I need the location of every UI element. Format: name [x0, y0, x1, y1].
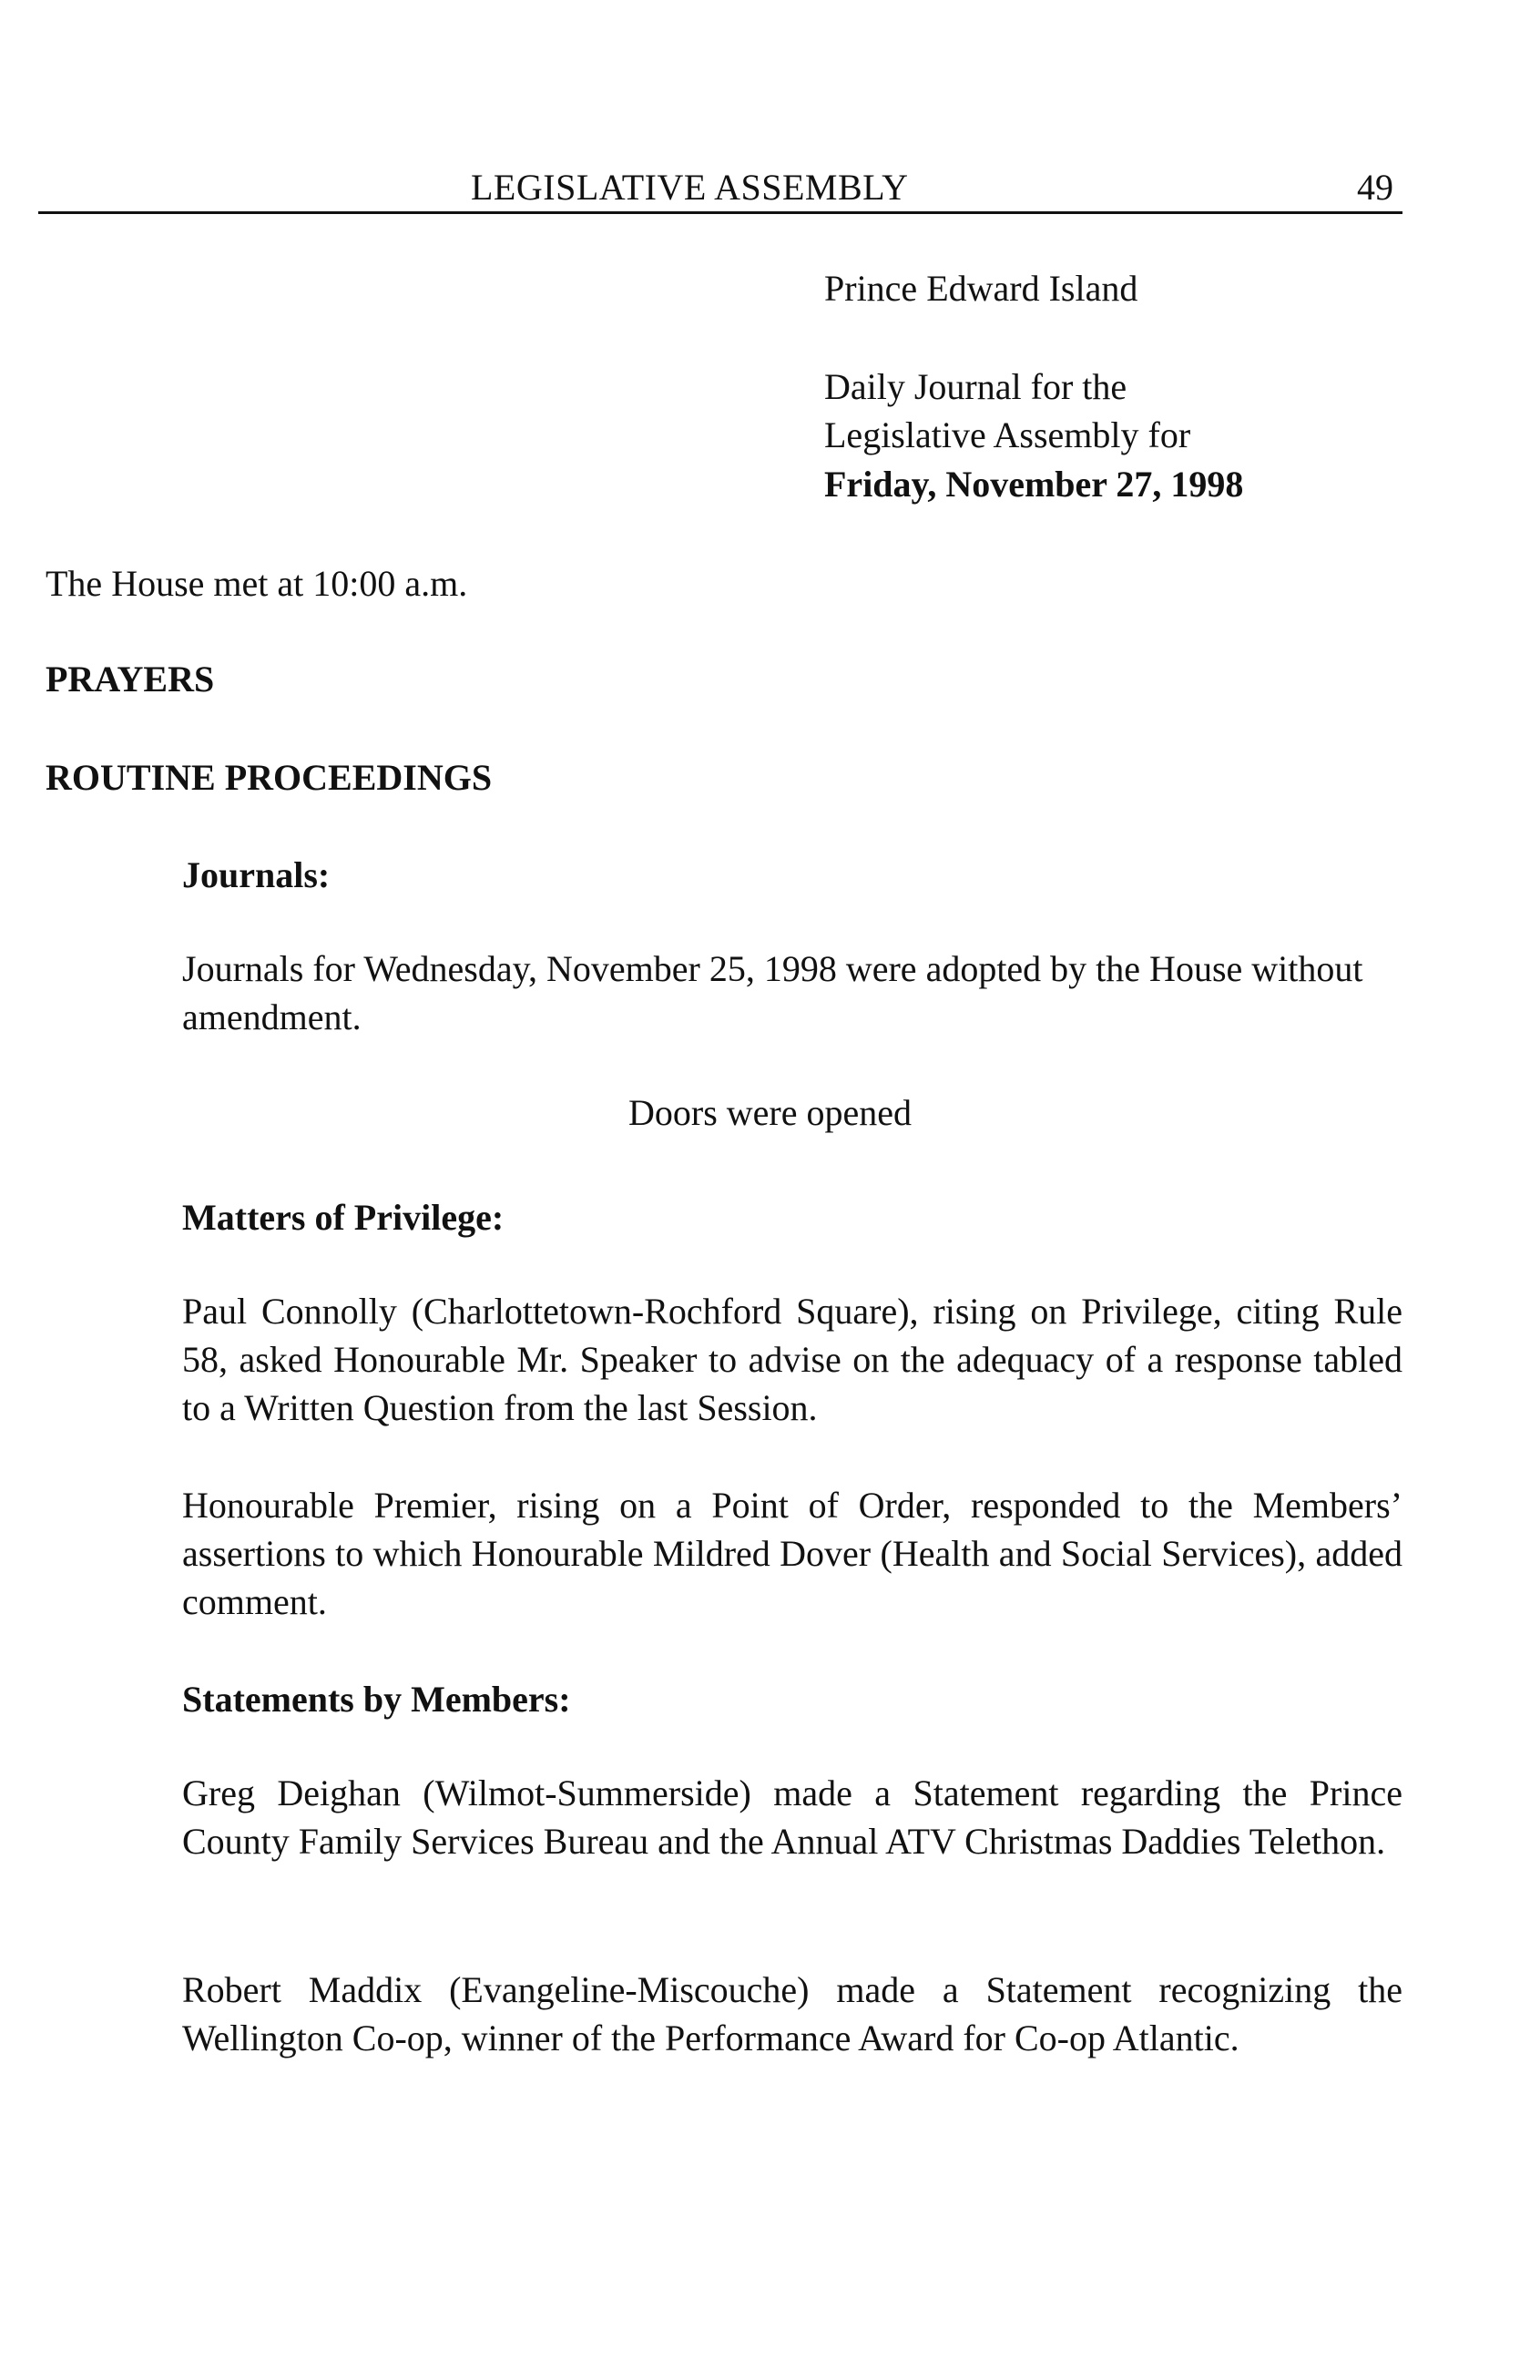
statements-heading: Statements by Members:	[182, 1679, 571, 1720]
journals-paragraph: Journals for Wednesday, November 25, 1998 were adopted by the House without amendment.	[182, 948, 1363, 1037]
page-number: 49	[1357, 167, 1393, 208]
privilege-paragraph-1: Paul Connolly (Charlottetown-Rochford Square), rising on Privilege, citing Rule 58, asked Honourable Mr. Speaker to advise on the adequacy of a response tabled to a Written Question from the last Session.	[182, 1291, 1402, 1428]
prayers-heading: PRAYERS	[46, 659, 215, 700]
journal-title-line1: Daily Journal for the	[824, 366, 1127, 407]
privilege-paragraph-2: Honourable Premier, rising on a Point of Order, responded to the Members’ assertions to which Honourable Mildred Dover (Health and Social Services), added comment.	[182, 1485, 1402, 1622]
doors-opened-note: Doors were opened	[628, 1092, 912, 1133]
privilege-heading: Matters of Privilege:	[182, 1197, 505, 1238]
province-name: Prince Edward Island	[824, 268, 1138, 309]
routine-proceedings-heading: ROUTINE PROCEEDINGS	[46, 757, 493, 798]
journals-heading: Journals:	[182, 854, 331, 895]
header-rule	[38, 211, 1402, 214]
journal-date: Friday, November 27, 1998	[824, 464, 1244, 505]
statement-paragraph-1: Greg Deighan (Wilmot-Summerside) made a Statement regarding the Prince County Family Services Bureau and the Annual ATV Christmas Daddies Telethon.	[182, 1772, 1402, 1862]
running-header-title: LEGISLATIVE ASSEMBLY	[471, 167, 909, 208]
statement-paragraph-2: Robert Maddix (Evangeline-Miscouche) made a Statement recognizing the Wellington Co-op, winner of the Performance Award for Co-op Atlantic.	[182, 1969, 1402, 2058]
house-met-time: The House met at 10:00 a.m.	[46, 563, 468, 604]
journal-title-line2: Legislative Assembly for	[824, 414, 1191, 455]
